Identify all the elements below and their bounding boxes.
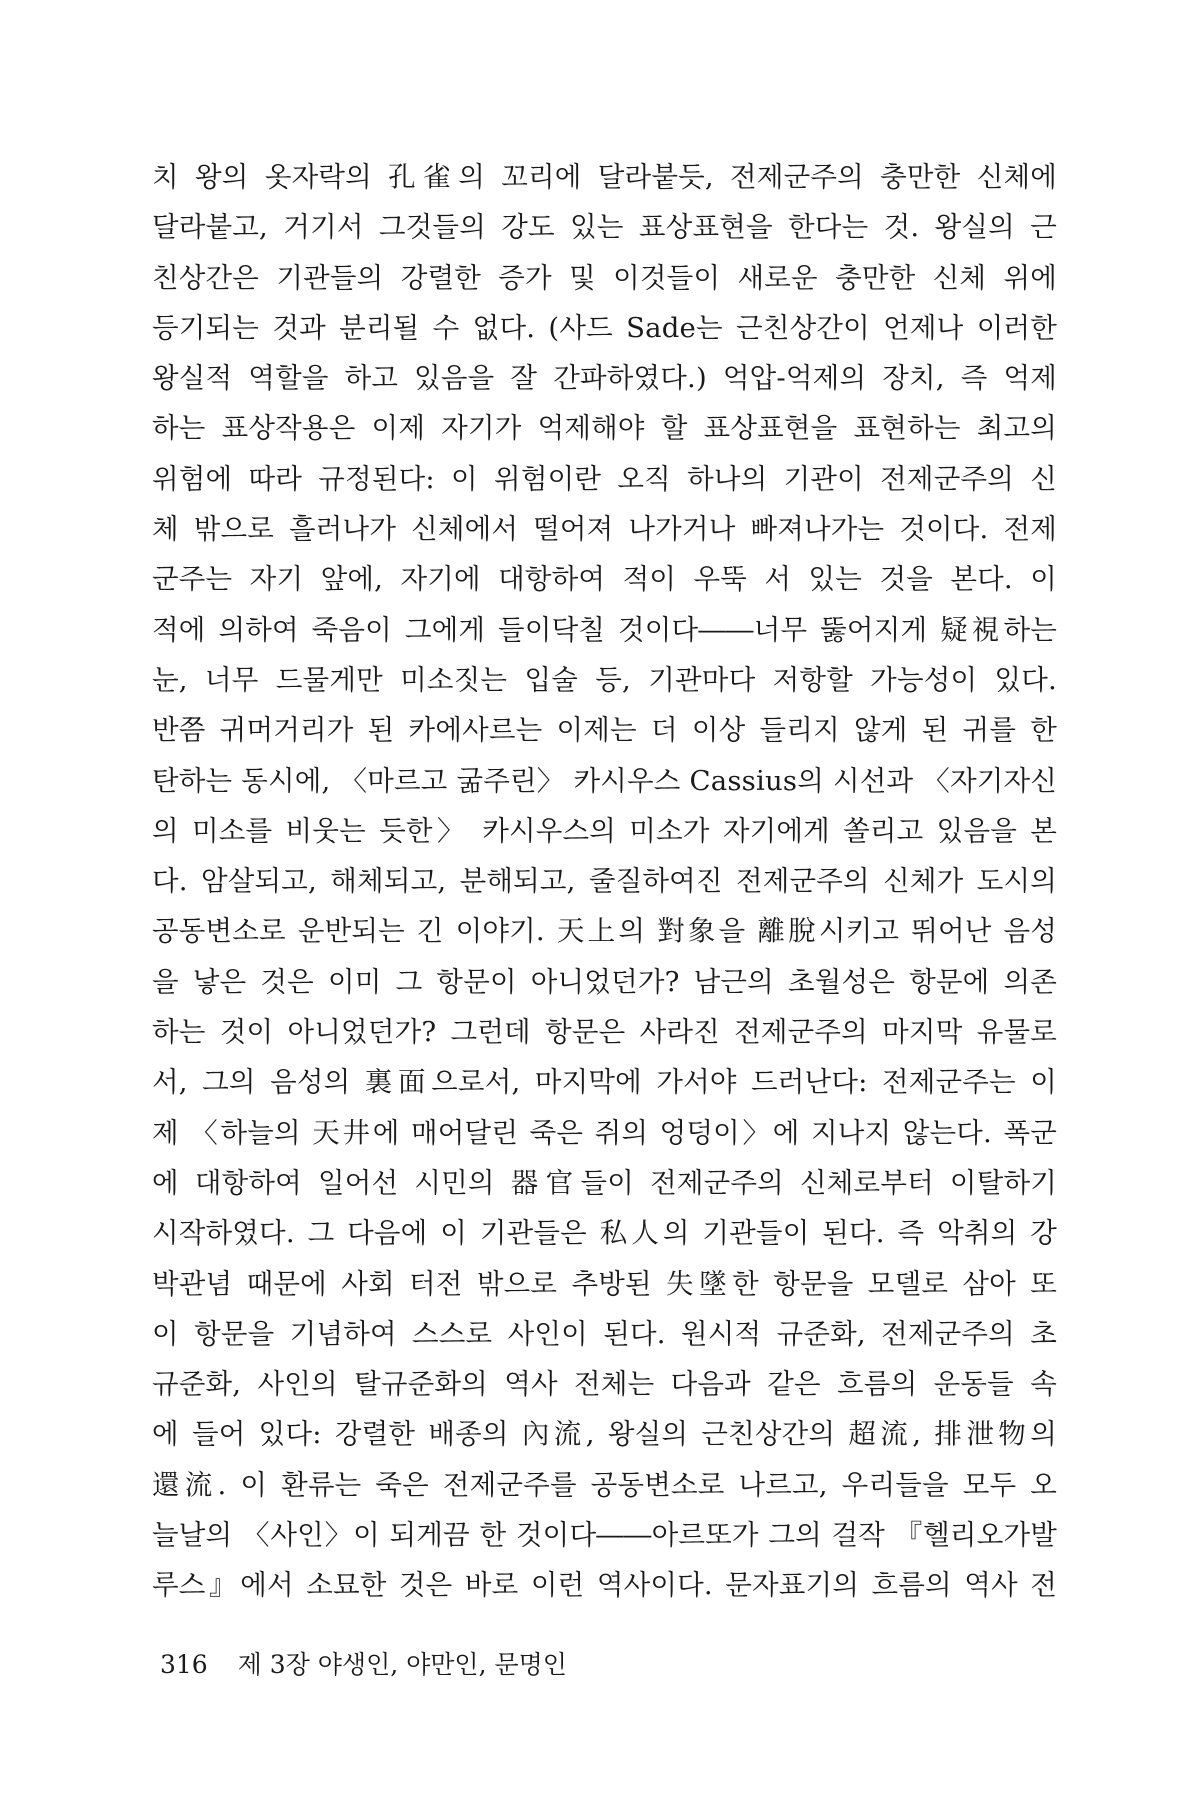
- text-line: 친상간은 기관들의 강렬한 증가 및 이것들이 새로운 충만한 신체 위에: [152, 261, 1057, 294]
- text-line: 늘날의 〈사인〉이 되게끔 한 것이다――아르또가 그의 걸작 『헬리오가발: [152, 1519, 1057, 1552]
- text-line: 치 왕의 옷자락의 孔雀의 꼬리에 달라붙듯, 전제군주의 충만한 신체에: [152, 161, 1057, 193]
- text-line: 하는 것이 아니었던가? 그런데 항문은 사라진 전제군주의 마지막 유물로: [152, 1016, 1057, 1049]
- text-line: 공동변소로 운반되는 긴 이야기. 天上의 對象을 離脫시키고 뛰어난 음성: [152, 915, 1057, 948]
- text-line: 박관념 때문에 사회 터전 밖으로 추방된 失墜한 항문을 모델로 삼아 또: [152, 1267, 1057, 1300]
- text-line: 을 낳은 것은 이미 그 항문이 아니었던가? 남근의 초월성은 항문에 의존: [152, 965, 1057, 998]
- page-number: 316: [160, 1650, 208, 1679]
- text-line: 서, 그의 음성의 裏面으로서, 마지막에 가서야 드러난다: 전제군주는 이: [152, 1066, 1057, 1099]
- text-line: 제 〈하늘의 天井에 매어달린 죽은 쥐의 엉덩이〉에 지나지 않는다. 폭군: [152, 1116, 1057, 1149]
- text-line: 반쯤 귀머거리가 된 카에사르는 이제는 더 이상 들리지 않게 된 귀를 한: [152, 714, 1057, 747]
- text-line: 왕실적 역할을 하고 있음을 잘 간파하였다.) 억압-억제의 장치, 즉 억제: [152, 362, 1057, 395]
- page-footer: [160, 1645, 567, 1685]
- text-line: 하는 표상작용은 이제 자기가 억제해야 할 표상표현을 표현하는 최고의: [152, 412, 1057, 445]
- text-line: 탄하는 동시에, 〈마르고 굶주린〉 카시우스 Cassius의 시선과 〈자기자신: [152, 764, 1057, 797]
- text-line: 시작하였다. 그 다음에 이 기관들은 私人의 기관들이 된다. 즉 악취의 강: [152, 1217, 1057, 1250]
- body-text: [152, 152, 1057, 1611]
- text-line: 적에 의하여 죽음이 그에게 들이닥칠 것이다――너무 뚫어지게 疑視하는: [152, 613, 1057, 646]
- text-line: 달라붙고, 거기서 그것들의 강도 있는 표상표현을 한다는 것. 왕실의 근: [152, 211, 1057, 244]
- text-line: 위험에 따라 규정된다: 이 위험이란 오직 하나의 기관이 전제군주의 신: [152, 462, 1057, 495]
- text-line: 등기되는 것과 분리될 수 없다. (사드 Sade는 근친상간이 언제나 이러한: [152, 311, 1057, 344]
- text-line: 還流. 이 환류는 죽은 전제군주를 공동변소로 나르고, 우리들을 모두 오: [152, 1468, 1057, 1501]
- text-line: 눈, 너무 드물게만 미소짓는 입술 등, 기관마다 저항할 가능성이 있다.: [152, 663, 1057, 696]
- text-line: 체 밖으로 흘러나가 신체에서 떨어져 나가거나 빠져나가는 것이다. 전제: [152, 513, 1057, 546]
- running-chapter-title: 제 3장 야생인, 야만인, 문명인: [237, 1650, 567, 1679]
- text-line: 의 미소를 비웃는 듯한〉 카시우스의 미소가 자기에게 쏠리고 있음을 본: [152, 814, 1057, 847]
- text-line: 에 대항하여 일어선 시민의 器官들이 전제군주의 신체로부터 이탈하기: [152, 1166, 1057, 1199]
- text-line: 군주는 자기 앞에, 자기에 대항하여 적이 우뚝 서 있는 것을 본다. 이: [152, 563, 1057, 596]
- text-line: 다. 암살되고, 해체되고, 분해되고, 줄질하여진 전제군주의 신체가 도시의: [152, 865, 1057, 898]
- text-line: 에 들어 있다: 강렬한 배종의 內流, 왕실의 근친상간의 超流, 排泄物의: [152, 1418, 1057, 1451]
- text-line: 규준화, 사인의 탈규준화의 역사 전체는 다음과 같은 흐름의 운동들 속: [152, 1368, 1057, 1401]
- text-line: 루스』에서 소묘한 것은 바로 이런 역사이다. 문자표기의 흐름의 역사 전: [152, 1569, 1057, 1602]
- text-line: 이 항문을 기념하여 스스로 사인이 된다. 원시적 규준화, 전제군주의 초: [152, 1317, 1057, 1350]
